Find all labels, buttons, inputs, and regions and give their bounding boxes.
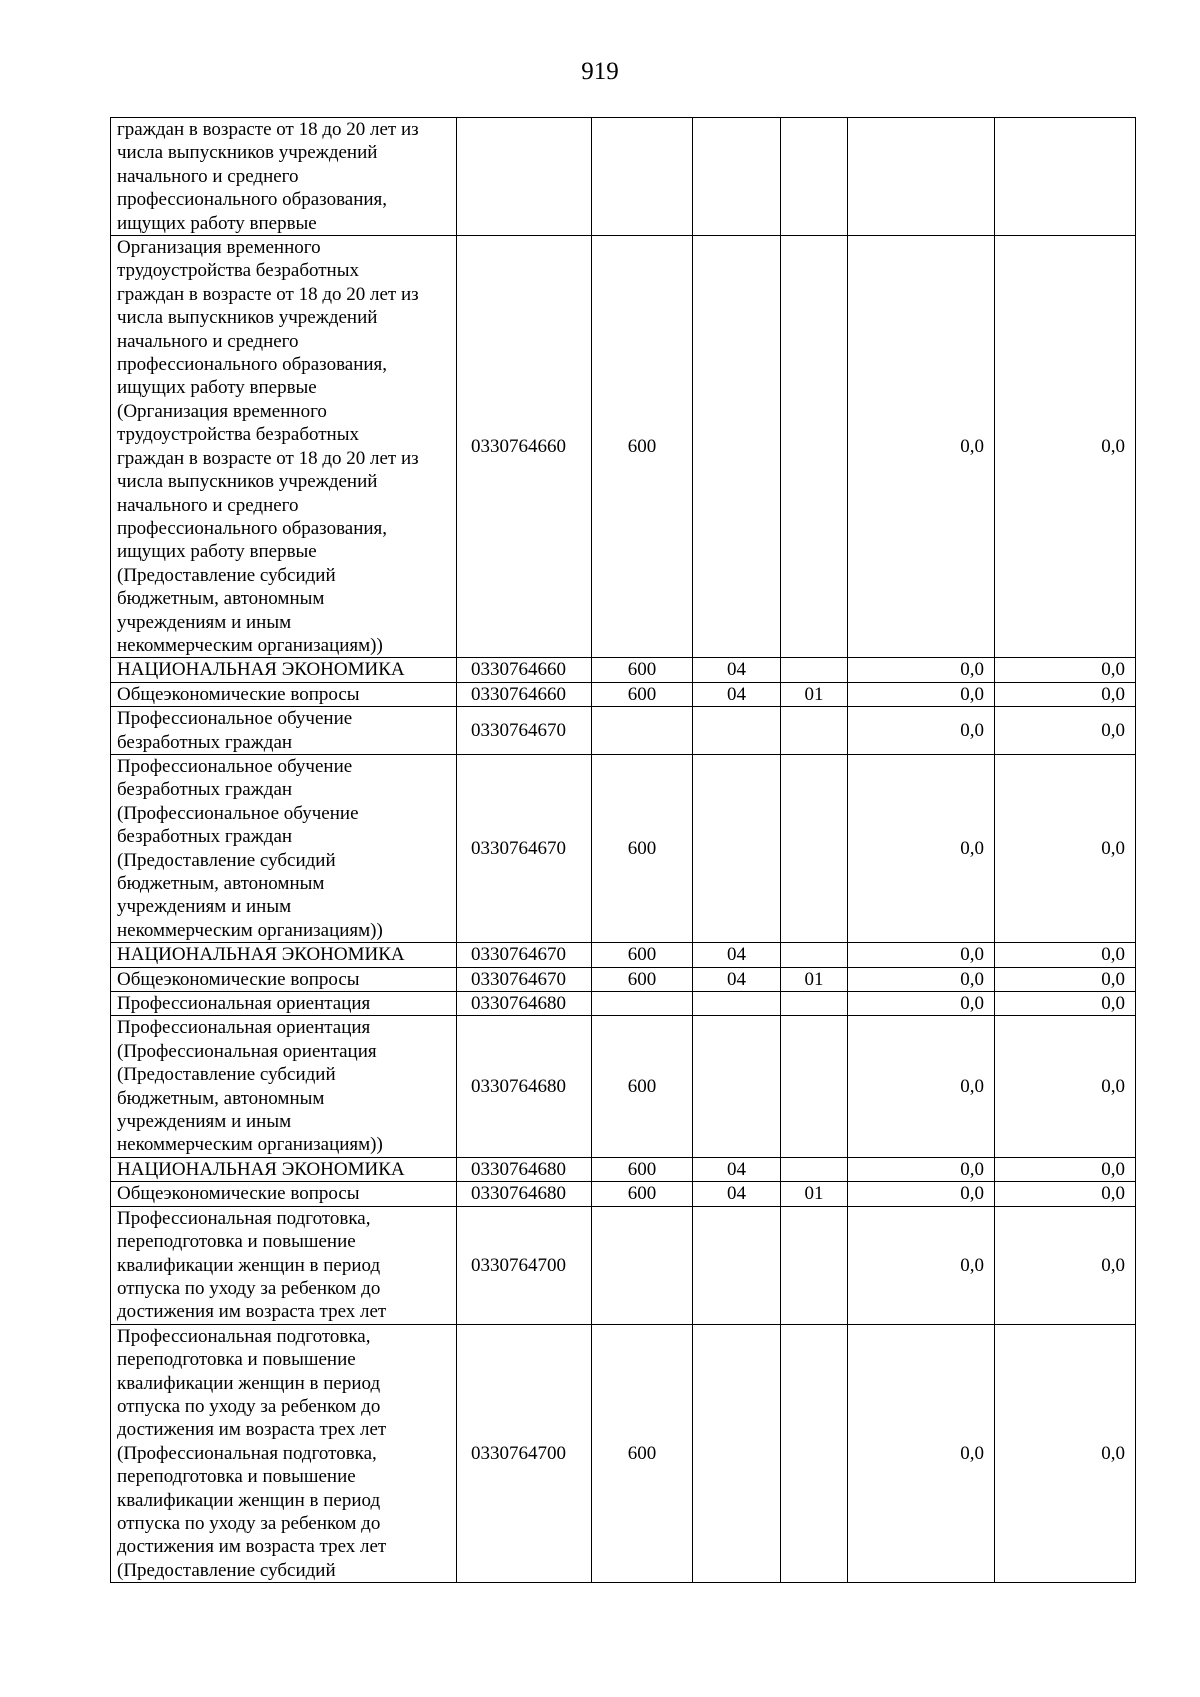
table-row	[111, 236, 1136, 658]
subsection-cell	[781, 1206, 848, 1324]
row-name-cell: Профессиональная ориентация	[111, 992, 457, 1016]
amount-cell-2: 0,0	[995, 943, 1136, 967]
target-code-cell: 0330764680	[457, 992, 592, 1016]
subsection-cell: 01	[781, 1182, 848, 1206]
amount-cell-2: 0,0	[995, 1182, 1136, 1206]
section-cell	[693, 707, 781, 755]
amount-cell-2: 0,0	[995, 992, 1136, 1016]
row-name-cell: НАЦИОНАЛЬНАЯ ЭКОНОМИКА	[111, 1157, 457, 1181]
amount-cell-1	[848, 118, 995, 236]
table-row	[111, 943, 1136, 967]
amount-cell-2: 0,0	[995, 658, 1136, 682]
target-code-cell: 0330764680	[457, 1016, 592, 1157]
section-cell: 04	[693, 1182, 781, 1206]
target-code-cell: 0330764660	[457, 682, 592, 706]
target-code-cell: 0330764660	[457, 236, 592, 658]
expense-type-cell	[592, 992, 693, 1016]
subsection-cell	[781, 1324, 848, 1582]
row-name-cell: Общеэкономические вопросы	[111, 1182, 457, 1206]
expense-type-cell: 600	[592, 682, 693, 706]
amount-cell-1: 0,0	[848, 967, 995, 991]
table-row	[111, 1016, 1136, 1157]
expense-type-cell: 600	[592, 658, 693, 682]
table-row	[111, 658, 1136, 682]
expense-type-cell	[592, 118, 693, 236]
amount-cell-1: 0,0	[848, 658, 995, 682]
expense-type-cell: 600	[592, 967, 693, 991]
section-cell: 04	[693, 658, 781, 682]
amount-cell-1: 0,0	[848, 1206, 995, 1324]
expense-type-cell: 600	[592, 1016, 693, 1157]
expense-type-cell: 600	[592, 1324, 693, 1582]
section-cell	[693, 1206, 781, 1324]
amount-cell-2	[995, 118, 1136, 236]
row-name-cell: Профессиональная подготовка, переподготовка и повышение квалификации женщин в период отпуска по уходу за ребенком до достижения им возраста трех лет	[111, 1206, 457, 1324]
table-row	[111, 754, 1136, 942]
amount-cell-1: 0,0	[848, 682, 995, 706]
table-row	[111, 707, 1136, 755]
target-code-cell: 0330764670	[457, 967, 592, 991]
expense-type-cell: 600	[592, 236, 693, 658]
subsection-cell	[781, 118, 848, 236]
amount-cell-2: 0,0	[995, 1206, 1136, 1324]
subsection-cell	[781, 1157, 848, 1181]
expense-type-cell: 600	[592, 1157, 693, 1181]
amount-cell-1: 0,0	[848, 1182, 995, 1206]
amount-cell-2: 0,0	[995, 754, 1136, 942]
section-cell	[693, 236, 781, 658]
amount-cell-2: 0,0	[995, 707, 1136, 755]
subsection-cell	[781, 754, 848, 942]
amount-cell-1: 0,0	[848, 992, 995, 1016]
row-name-cell: граждан в возрасте от 18 до 20 лет из числа выпускников учреждений начального и среднего профессионального образования, ищущих работу впервые	[111, 118, 457, 236]
expense-type-cell	[592, 707, 693, 755]
target-code-cell: 0330764680	[457, 1182, 592, 1206]
amount-cell-1: 0,0	[848, 943, 995, 967]
row-name-cell: Профессиональное обучение безработных граждан (Профессиональное обучение безработных граждан (Предоставление субсидий бюджетным, автономным учреждениям и иным некоммерческим организациям))	[111, 754, 457, 942]
section-cell	[693, 992, 781, 1016]
section-cell: 04	[693, 1157, 781, 1181]
amount-cell-1: 0,0	[848, 1324, 995, 1582]
target-code-cell: 0330764670	[457, 943, 592, 967]
target-code-cell: 0330764670	[457, 707, 592, 755]
section-cell	[693, 754, 781, 942]
target-code-cell: 0330764700	[457, 1324, 592, 1582]
row-name-cell: Общеэкономические вопросы	[111, 682, 457, 706]
amount-cell-2: 0,0	[995, 236, 1136, 658]
row-name-cell: НАЦИОНАЛЬНАЯ ЭКОНОМИКА	[111, 658, 457, 682]
target-code-cell: 0330764700	[457, 1206, 592, 1324]
budget-table	[110, 117, 1136, 1583]
target-code-cell: 0330764670	[457, 754, 592, 942]
expense-type-cell: 600	[592, 943, 693, 967]
row-name-cell: Профессиональное обучение безработных граждан	[111, 707, 457, 755]
amount-cell-1: 0,0	[848, 1157, 995, 1181]
subsection-cell	[781, 658, 848, 682]
section-cell	[693, 1324, 781, 1582]
amount-cell-2: 0,0	[995, 1157, 1136, 1181]
table-row	[111, 1206, 1136, 1324]
target-code-cell: 0330764660	[457, 658, 592, 682]
section-cell: 04	[693, 967, 781, 991]
section-cell	[693, 1016, 781, 1157]
table-row	[111, 1157, 1136, 1181]
table-row	[111, 1182, 1136, 1206]
row-name-cell: Профессиональная ориентация (Профессиональная ориентация (Предоставление субсидий бюджетным, автономным учреждениям и иным некоммерческим организациям))	[111, 1016, 457, 1157]
amount-cell-1: 0,0	[848, 236, 995, 658]
row-name-cell: НАЦИОНАЛЬНАЯ ЭКОНОМИКА	[111, 943, 457, 967]
target-code-cell	[457, 118, 592, 236]
section-cell: 04	[693, 943, 781, 967]
page-number: 919	[581, 58, 619, 85]
subsection-cell	[781, 707, 848, 755]
row-name-cell: Профессиональная подготовка, переподготовка и повышение квалификации женщин в период отпуска по уходу за ребенком до достижения им возраста трех лет (Профессиональная подготовка, переподготовка и повышение квалификации женщин в период отпуска по уходу за ребенком до достижения им возраста трех лет (Предоставление субсидий	[111, 1324, 457, 1582]
amount-cell-1: 0,0	[848, 754, 995, 942]
table-row	[111, 118, 1136, 236]
row-name-cell: Общеэкономические вопросы	[111, 967, 457, 991]
subsection-cell	[781, 943, 848, 967]
amount-cell-1: 0,0	[848, 1016, 995, 1157]
expense-type-cell: 600	[592, 1182, 693, 1206]
amount-cell-2: 0,0	[995, 682, 1136, 706]
subsection-cell	[781, 1016, 848, 1157]
amount-cell-2: 0,0	[995, 1324, 1136, 1582]
table-row	[111, 992, 1136, 1016]
amount-cell-2: 0,0	[995, 1016, 1136, 1157]
subsection-cell	[781, 992, 848, 1016]
row-name-cell: Организация временного трудоустройства безработных граждан в возрасте от 18 до 20 лет из числа выпускников учреждений начального и среднего профессионального образования, ищущих работу впервые (Организация временного трудоустройства безработных граждан в возрасте от 18 до 20 лет из числа выпускников учреждений начального и среднего профессионального образования, ищущих работу впервые (Предоставление субсидий бюджетным, автономным учреждениям и иным некоммерческим организациям))	[111, 236, 457, 658]
table-row	[111, 1324, 1136, 1582]
amount-cell-2: 0,0	[995, 967, 1136, 991]
subsection-cell: 01	[781, 967, 848, 991]
table-body	[111, 118, 1136, 1583]
table-row	[111, 682, 1136, 706]
expense-type-cell: 600	[592, 754, 693, 942]
amount-cell-1: 0,0	[848, 707, 995, 755]
table-row	[111, 967, 1136, 991]
section-cell: 04	[693, 682, 781, 706]
subsection-cell	[781, 236, 848, 658]
target-code-cell: 0330764680	[457, 1157, 592, 1181]
section-cell	[693, 118, 781, 236]
subsection-cell: 01	[781, 682, 848, 706]
expense-type-cell	[592, 1206, 693, 1324]
